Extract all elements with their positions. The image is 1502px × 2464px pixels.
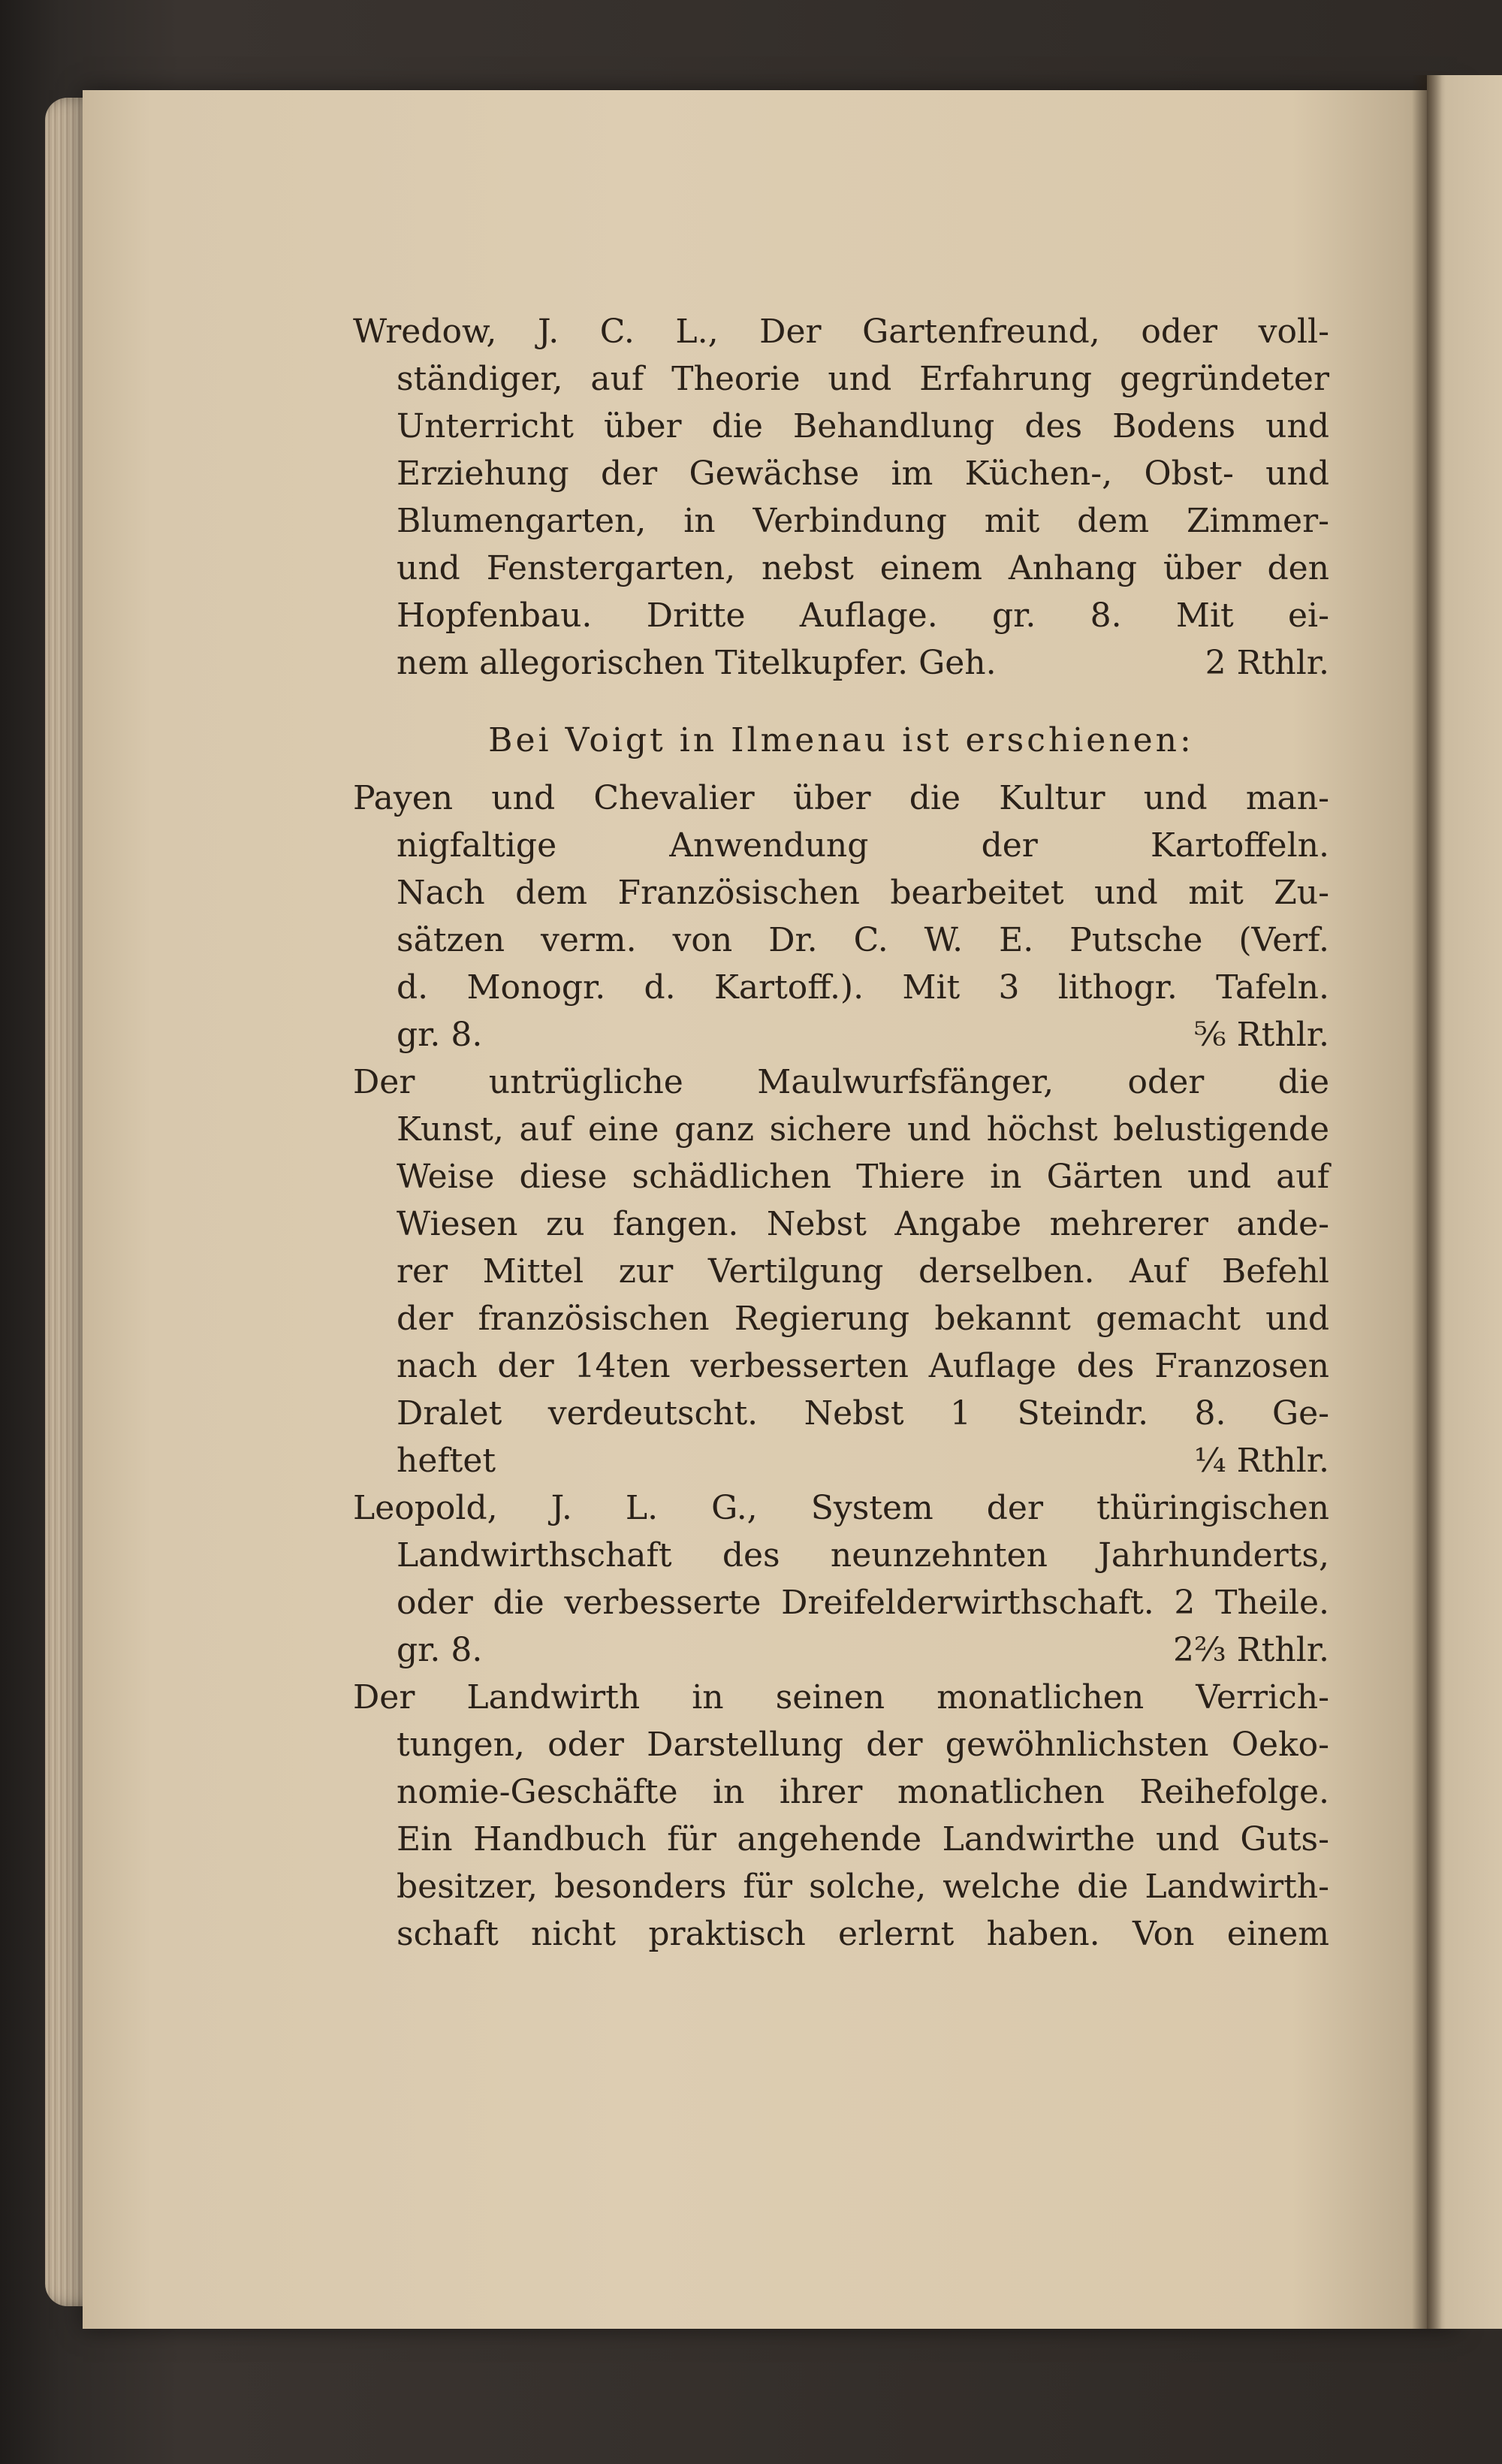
text-line: Weise diese schädlichen Thiere in Gärten und auf — [397, 1158, 1329, 1196]
text-line: Blumengarten, in Verbindung mit dem Zimmer- — [397, 502, 1329, 540]
entry-landwirth — [353, 1674, 1329, 1958]
book-gutter — [1412, 75, 1442, 2329]
text-line: Dralet verdeutscht. Nebst 1 Steindr. 8. Ge- — [397, 1394, 1329, 1433]
text-line: Der Landwirth in seinen monatlichen Verrich- — [353, 1678, 1329, 1717]
price-line — [353, 1437, 1329, 1484]
text-line: nach der 14ten verbesserten Auflage des Franzosen — [397, 1347, 1329, 1385]
text-line: nigfaltige Anwendung der Kartoffeln. — [397, 826, 1329, 865]
text-line: Payen und Chevalier über die Kultur und man- — [353, 779, 1329, 817]
text-line: Erziehung der Gewächse im Küchen-, Obst- und — [397, 454, 1329, 493]
text-line: d. Monogr. d. Kartoff.). Mit 3 lithogr. Tafeln. — [397, 968, 1329, 1007]
price-line-text: gr. 8. — [397, 1631, 483, 1669]
price-line-text: heftet — [397, 1442, 496, 1480]
text-line: rer Mittel zur Vertilgung derselben. Auf Befehl — [397, 1252, 1329, 1291]
text-line: Wredow, J. C. L., Der Gartenfreund, oder voll- — [353, 313, 1329, 351]
text-line: ständiger, auf Theorie und Erfahrung gegründeter — [397, 360, 1329, 398]
text-line: sätzen verm. von Dr. C. W. E. Putsche (Verf. — [397, 921, 1329, 959]
entry-maulwurfsfaenger — [353, 1058, 1329, 1484]
price-line — [353, 1626, 1329, 1674]
text-line: nomie-Geschäfte in ihrer monatlichen Reihefolge. — [397, 1773, 1329, 1811]
text-line: Leopold, J. L. G., System der thüringischen — [353, 1489, 1329, 1527]
text-line: besitzer, besonders für solche, welche die Landwirth- — [397, 1868, 1329, 1906]
text-line: Der untrügliche Maulwurfsfänger, oder die — [353, 1063, 1329, 1101]
text-line: Unterricht über die Behandlung des Bodens und — [397, 407, 1329, 445]
price: ⅚ Rthlr. — [1193, 1016, 1329, 1054]
text-line: tungen, oder Darstellung der gewöhnlichsten Oeko- — [397, 1726, 1329, 1764]
price: 2⅔ Rthlr. — [1172, 1631, 1329, 1669]
page-text — [353, 308, 1329, 1958]
text-line: der französischen Regierung bekannt gemacht und — [397, 1300, 1329, 1338]
text-line: Nach dem Französischen bearbeitet und mit Zu- — [397, 874, 1329, 912]
text-line: und Fenstergarten, nebst einem Anhang über den — [397, 549, 1329, 587]
publisher-heading: Bei Voigt in Ilmenau ist erschienen: — [488, 721, 1194, 759]
price: ¼ Rthlr. — [1193, 1442, 1329, 1480]
entry-payen — [353, 775, 1329, 1058]
text-line: Wiesen zu fangen. Nebst Angabe mehrerer ande- — [397, 1205, 1329, 1243]
text-line: Landwirthschaft des neunzehnten Jahrhunderts, — [397, 1536, 1329, 1575]
price-line-text: gr. 8. — [397, 1016, 483, 1054]
text-line: schaft nicht praktisch erlernt haben. Von einem — [397, 1915, 1329, 1953]
text-line: Ein Handbuch für angehende Landwirthe und Guts- — [397, 1820, 1329, 1859]
text-line: oder die verbesserte Dreifelderwirthschaft. 2 Theile. — [397, 1584, 1329, 1622]
price: 2 Rthlr. — [1205, 644, 1329, 682]
text-line: Kunst, auf eine ganz sichere und höchst belustigende — [397, 1110, 1329, 1149]
entry-wredow — [353, 308, 1329, 687]
price-line-text: nem allegorischen Titelkupfer. Geh. — [397, 644, 997, 682]
price-line — [353, 639, 1329, 687]
price-line — [353, 1011, 1329, 1058]
text-line: Hopfenbau. Dritte Auflage. gr. 8. Mit ei- — [397, 596, 1329, 635]
entry-leopold — [353, 1484, 1329, 1674]
